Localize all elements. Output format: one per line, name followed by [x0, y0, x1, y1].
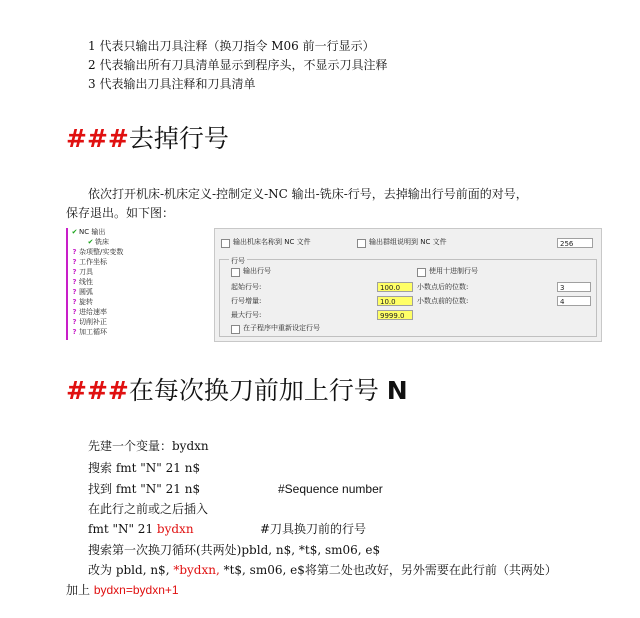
question-icon: ?	[72, 288, 77, 296]
section-heading-remove-line-numbers	[66, 124, 229, 154]
tree-item-label: 线性	[79, 278, 93, 286]
decimal-after-field[interactable]: 3	[557, 282, 591, 292]
max-line-label: 最大行号:	[231, 311, 262, 319]
start-line-field[interactable]: 100.0	[377, 282, 413, 292]
question-icon: ?	[72, 298, 77, 306]
output-machine-name-checkbox[interactable]	[221, 239, 230, 248]
question-icon: ?	[72, 308, 77, 316]
code-text: 加上	[66, 583, 94, 597]
code-text: *t$, sm06, e$将第二处也改好，另外需要在此行前（共两处）	[219, 563, 557, 577]
line-number-settings-panel	[214, 228, 602, 342]
instruction-comment: #Sequence number	[278, 482, 383, 496]
heading-hash: ###	[66, 376, 129, 405]
tree-item-label: 杂项整/实变数	[79, 248, 124, 256]
increment-field[interactable]: 10.0	[377, 296, 413, 306]
question-icon: ?	[72, 268, 77, 276]
output-group-comment-checkbox[interactable]	[357, 239, 366, 248]
question-icon: ?	[72, 278, 77, 286]
question-icon: ?	[72, 248, 77, 256]
instruction-line: 搜索 fmt "N" 21 n$	[88, 461, 201, 475]
question-icon: ?	[72, 258, 77, 266]
option-3: 3 代表输出刀具注释和刀具清单	[88, 77, 256, 91]
tree-item-label: 铣床	[95, 238, 109, 246]
code-variable: bydxn=bydxn+1	[93, 583, 179, 597]
tree-item-label: 加工循环	[79, 328, 107, 336]
group-title: 行号	[231, 257, 245, 265]
instruction-line: 在此行之前或之后插入	[88, 502, 209, 516]
checkbox-label: 在子程序中重新设定行号	[243, 324, 320, 332]
instruction-line	[88, 562, 557, 578]
check-icon: ✔	[71, 228, 78, 236]
instruction-line: 找到 fmt "N" 21 n$	[88, 482, 201, 496]
code-text: fmt "N" 21	[88, 522, 157, 536]
decimal-after-label: 小数点后的位数:	[417, 283, 469, 291]
settings-tree	[66, 228, 206, 340]
heading-title: 在每次换刀前加上行号	[128, 376, 387, 405]
tree-item[interactable]	[70, 318, 107, 327]
checkbox-label: 输出群组说明到 NC 文件	[369, 238, 447, 246]
tree-item[interactable]	[70, 268, 93, 277]
max-line-field[interactable]: 9999.0	[377, 310, 413, 320]
tree-item[interactable]	[70, 248, 123, 257]
tree-item[interactable]	[70, 258, 107, 267]
use-decimal-line-numbers-checkbox[interactable]	[417, 268, 426, 277]
reset-in-subprogram-checkbox[interactable]	[231, 325, 240, 334]
instruction-line	[88, 521, 194, 537]
heading-title: 去掉行号	[128, 124, 229, 153]
question-icon: ?	[72, 328, 77, 336]
tree-item[interactable]	[70, 298, 93, 307]
tree-item-label: 工作坐标	[79, 258, 107, 266]
tree-selection-bar	[66, 228, 68, 340]
section-heading-add-line-number	[66, 376, 408, 406]
tree-item-label: 圆弧	[79, 288, 93, 296]
paragraph-line: 保存退出。如下图：	[66, 206, 175, 220]
code-variable: bydxn	[156, 522, 194, 536]
tree-item[interactable]	[70, 288, 93, 297]
code-variable: *bydxn,	[173, 563, 220, 577]
decimal-before-label: 小数点前的位数:	[417, 297, 469, 305]
tree-item-label: 旋转	[79, 298, 93, 306]
tree-item-nc-output[interactable]	[70, 228, 105, 237]
instruction-line	[66, 582, 179, 598]
tree-item[interactable]	[70, 328, 107, 337]
tree-item-label: NC 输出	[79, 228, 106, 236]
instruction-comment: #刀具换刀前的行号	[260, 522, 367, 536]
instruction-line: 搜索第一次换刀循环(共两处)pbld, n$, *t$, sm06, e$	[88, 543, 381, 557]
checkbox-label: 输出行号	[243, 267, 271, 275]
instruction-line: 先建一个变量：bydxn	[88, 439, 209, 453]
output-line-numbers-checkbox[interactable]	[231, 268, 240, 277]
code-text: 改为 pbld, n$,	[88, 563, 174, 577]
checkbox-label: 输出机床名称到 NC 文件	[233, 238, 311, 246]
tree-item-label: 进给速率	[79, 308, 107, 316]
start-line-label: 起始行号:	[231, 283, 262, 291]
tree-item-label: 刀具	[79, 268, 93, 276]
paragraph-line: 依次打开机床-机床定义-控制定义-NC 输出-铣床-行号，去掉输出行号前面的对号，	[88, 187, 528, 201]
option-2: 2 代表输出所有刀具清单显示到程序头，不显示刀具注释	[88, 58, 388, 72]
checkbox-label: 使用十进制行号	[429, 267, 478, 275]
tree-item-mill[interactable]	[86, 238, 109, 247]
check-icon: ✔	[87, 238, 94, 246]
heading-title-bold: N	[386, 376, 408, 405]
tree-item[interactable]	[70, 278, 93, 287]
heading-hash: ###	[66, 124, 129, 153]
top-value-field[interactable]: 256	[557, 238, 593, 248]
question-icon: ?	[72, 318, 77, 326]
tree-item-label: 切削补正	[79, 318, 107, 326]
increment-label: 行号增量:	[231, 297, 262, 305]
tree-item[interactable]	[70, 308, 107, 317]
decimal-before-field[interactable]: 4	[557, 296, 591, 306]
option-1: 1 代表只输出刀具注释（换刀指令 M06 前一行显示）	[88, 39, 375, 53]
